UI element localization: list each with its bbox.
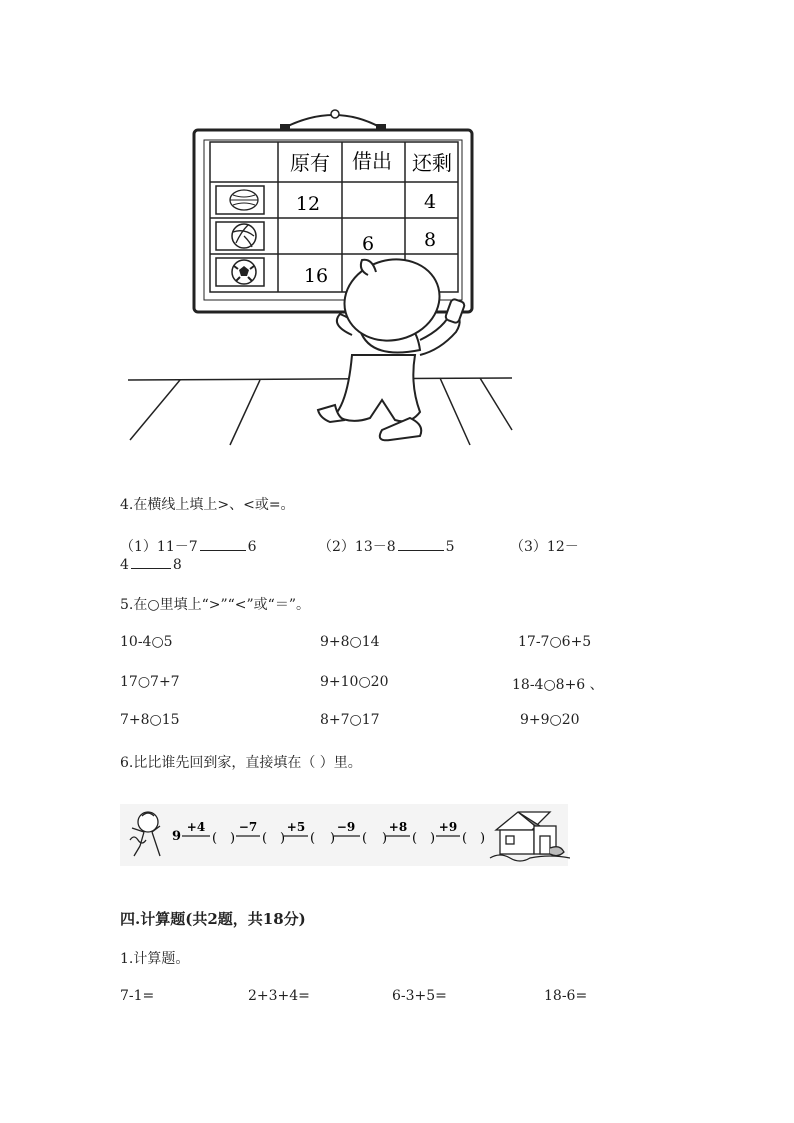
board-illustration (120, 100, 520, 450)
q5-r1c2: 9+8○14 (320, 634, 380, 650)
q4-answer-blank-1[interactable] (200, 538, 246, 551)
cell-volleyball-lent: 6 (361, 233, 375, 255)
calc-item-2: 2+3+4= (248, 988, 310, 1004)
q4-title: 4.在横线上填上>、<或=。 (120, 497, 295, 513)
calc-title: 1.计算题。 (120, 951, 190, 967)
q6-paren-1[interactable]: ( (212, 831, 218, 846)
q6-paren-4-close: ) (382, 831, 388, 846)
q6-op-3: +5 (286, 820, 306, 834)
q6-op-5: +8 (388, 820, 408, 834)
q4-item-2 (318, 536, 455, 556)
q6-paren-4[interactable]: ( (362, 831, 368, 846)
q6-paren-2-close: ) (280, 831, 286, 846)
q5-r1c1: 10-4○5 (120, 634, 173, 650)
q4-item-3-label: （3）12－ (510, 539, 579, 555)
q6-paren-6[interactable]: ( (462, 831, 468, 846)
volleyball-icon (232, 224, 256, 248)
q6-op-6: +9 (438, 820, 458, 834)
q4-item-2-label: （2）13－8 (318, 539, 396, 555)
q5-r2c2: 9+10○20 (320, 674, 389, 690)
q6-paren-3-close: ) (330, 831, 336, 846)
q6-paren-1-close: ) (230, 831, 236, 846)
q4-item-3-wrap (120, 556, 182, 573)
q4-answer-blank-2[interactable] (398, 538, 444, 551)
calc-item-4: 18-6= (544, 988, 588, 1004)
header-original: 原有 (290, 151, 330, 175)
q5-r3c3: 9+9○20 (520, 712, 580, 728)
q4-item-3-wrap-prefix: 4 (120, 557, 129, 573)
q6-paren-6-close: ) (480, 831, 486, 846)
q5-r1c3: 17-7○6+5 (518, 634, 592, 650)
calc-item-3: 6-3+5= (392, 988, 447, 1004)
q6-title: 6.比比谁先回到家，直接填在（ ）里。 (120, 755, 362, 771)
basketball-icon (230, 190, 258, 210)
q5-title: 5.在○里填上“>”“<”或“＝”。 (120, 597, 310, 613)
q6-path-diagram (120, 800, 570, 870)
q6-paren-3[interactable]: ( (310, 831, 316, 846)
q6-paren-5-close: ) (430, 831, 436, 846)
q5-r3c2: 8+7○17 (320, 712, 380, 728)
cell-basketball-original: 12 (295, 193, 321, 215)
cell-volleyball-left: 8 (423, 229, 437, 251)
q5-r2c1: 17○7+7 (120, 674, 180, 690)
q4-item-1-label: （1）11－7 (120, 539, 198, 555)
q4-item-1 (120, 536, 257, 556)
q4-item-2-rhs: 5 (445, 539, 455, 555)
cell-soccer-original: 16 (303, 265, 329, 287)
q6-paren-5[interactable]: ( (412, 831, 418, 846)
q6-op-4: −9 (336, 820, 356, 834)
header-left: 还剩 (412, 151, 452, 175)
q6-start-number: 9 (172, 829, 182, 844)
q5-r2c3: 18-4○8+6 、 (512, 677, 604, 693)
q5-r3c1: 7+8○15 (120, 712, 180, 728)
soccer-ball-icon (232, 260, 256, 284)
q4-item-1-rhs: 6 (247, 539, 257, 555)
q4-item-3-wrap-rhs: 8 (172, 557, 182, 573)
cell-basketball-left: 4 (423, 191, 437, 213)
q6-paren-2[interactable]: ( (262, 831, 268, 846)
q4-item-3 (510, 536, 579, 556)
q6-op-1: +4 (186, 820, 206, 834)
q4-answer-blank-3[interactable] (131, 556, 171, 569)
section4-title: 四.计算题(共2题，共18分) (120, 910, 306, 928)
q6-op-2: −7 (238, 820, 258, 834)
header-lent: 借出 (352, 149, 392, 173)
calc-item-1: 7-1= (120, 988, 155, 1004)
